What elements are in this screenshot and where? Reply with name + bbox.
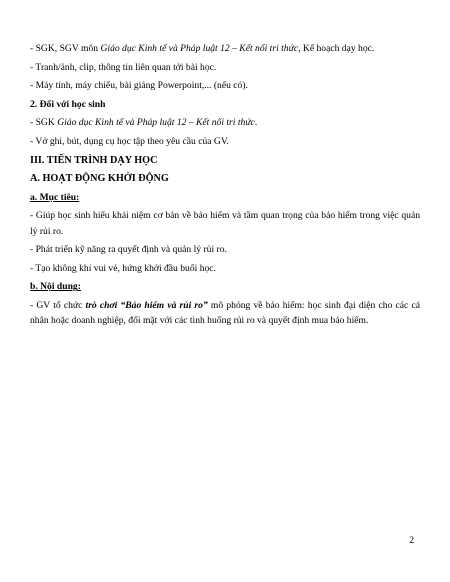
page-number: 2 [409,535,414,546]
content-heading: b. Nội dung: [30,281,81,293]
textbook-title: Giáo dục Kinh tế và Pháp luật 12 – Kết nối tri thức [100,43,299,54]
objectives-heading: a. Mục tiêu: [30,191,80,203]
activity-heading: A. HOẠT ĐỘNG KHỞI ĐỘNG [30,173,169,185]
student-material-supplies: - Vở ghi, bút, dụng cụ học tập theo yêu cầu của GV. [30,135,229,147]
objective-item-2: - Phát triển kỹ năng ra quyết định và quản lý rủi ro. [30,244,227,256]
process-heading: III. TIẾN TRÌNH DẠY HỌC [30,154,158,166]
student-material-textbook [30,115,420,130]
game-name: trò chơi “Bảo hiểm và rủi ro” [85,299,208,311]
page-content [30,41,420,332]
teacher-material-devices: - Máy tính, máy chiếu, bài giảng Powerpoint,... (nếu có). [30,80,248,92]
student-textbook-prefix: - SGK [30,117,58,129]
textbook-line-prefix: - SGK, SGV môn [30,43,101,54]
student-textbook-suffix: . [254,117,258,129]
teacher-material-media: - Tranh/ảnh, clip, thông tin liên quan tới bài học. [30,61,217,73]
objective-item-3: - Tạo không khí vui vẻ, hứng khởi đầu buổi học. [30,262,216,274]
content-description [30,298,420,328]
student-section-heading: 2. Đối với học sinh [30,98,106,110]
textbook-line-suffix: , Kế hoạch dạy học. [298,43,375,54]
content-suffix: mô phỏng về bảo hiểm: học sinh đại diện cho các cá nhân hoặc doanh nghiệp, đối mặt với các tình huống rủi ro và quyết định mua bảo hiểm. [30,299,420,327]
content-prefix: - GV tổ chức [30,299,86,311]
objective-item-1: - Giúp học sinh hiểu khái niệm cơ bản về bảo hiểm và tầm quan trọng của bảo hiểm trong việc quản lý rủi ro. [30,210,420,237]
student-textbook-title: Giáo dục Kinh tế và Pháp luật 12 – Kết nối tri thức [57,117,255,129]
teacher-material-textbooks [30,41,420,56]
